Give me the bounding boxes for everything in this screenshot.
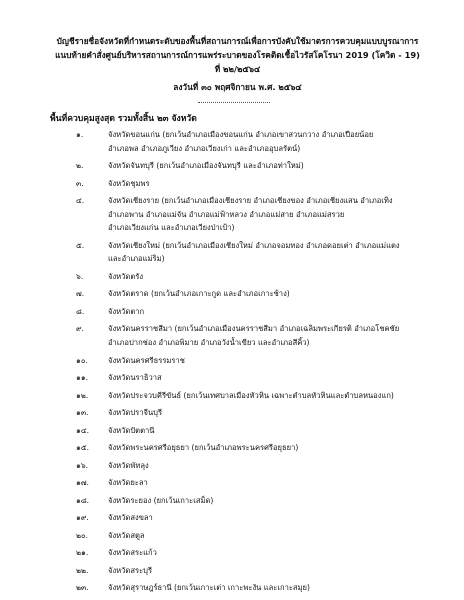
province-text xyxy=(108,287,444,301)
order-number: ที่ ๒๒/๒๕๖๔ xyxy=(214,64,261,74)
province-text-line: อำเภอพล อำเภอภูเวียง อำเภอเวียงเก่า และอำเภออุบลรัตน์) xyxy=(108,143,301,153)
province-text-line: จังหวัดตาก xyxy=(108,306,145,316)
province-text xyxy=(108,354,444,368)
province-number: ๒๑. xyxy=(76,548,89,557)
province-item xyxy=(0,581,464,595)
province-number: ๒. xyxy=(76,161,84,171)
province-text-line: จังหวัดนราธิวาส xyxy=(108,373,162,382)
province-text xyxy=(108,159,444,173)
document-title-line-2: แนบท้ายคำสั่งศูนย์บริหารสถานการณ์การแพร่ระบาดของโรคติดเชื้อไวรัสโคโรนา 2019 (โควิด - 19) xyxy=(55,50,420,60)
province-text-line: จังหวัดเชียงใหม่ (ยกเว้นอำเภอเมืองเชียงใหม่ อำเภอจอมทอง อำเภอดอยเต่า อำเภอแม่แตง xyxy=(108,240,400,250)
province-text xyxy=(108,494,444,508)
province-text xyxy=(108,476,444,490)
province-item xyxy=(0,305,464,319)
province-number: ๑๙. xyxy=(76,513,89,522)
province-item xyxy=(0,239,464,266)
province-item xyxy=(0,441,464,455)
province-item xyxy=(0,177,464,191)
province-item xyxy=(0,194,464,235)
province-item xyxy=(0,494,464,508)
province-number: ๙. xyxy=(76,324,84,334)
province-number: ๑๔. xyxy=(76,425,89,435)
province-text xyxy=(108,371,444,385)
province-item xyxy=(0,354,464,368)
province-text xyxy=(108,239,444,266)
province-text-line: จังหวัดจันทบุรี (ยกเว้นอำเภอเมืองจันทบุรี และอำเภอท่าใหม่) xyxy=(108,161,304,171)
province-number: ๒๒. xyxy=(76,565,89,575)
province-text xyxy=(108,581,444,595)
province-item xyxy=(0,564,464,578)
province-number: ๑๓. xyxy=(76,408,89,417)
province-number: ๑๕. xyxy=(76,443,89,452)
province-number: ๑๒. xyxy=(76,390,89,400)
province-item xyxy=(0,406,464,420)
province-item xyxy=(0,546,464,560)
province-text-line: อำเภอพาน อำเภอแม่จัน อำเภอแม่ฟ้าหลวง อำเภอแม่สาย อำเภอแม่สรวย xyxy=(108,209,345,219)
province-item xyxy=(0,159,464,173)
province-text-line: จังหวัดตรัง xyxy=(108,271,144,281)
province-number: ๗. xyxy=(76,289,85,299)
province-number: ๑๗. xyxy=(76,478,89,487)
province-item xyxy=(0,322,464,349)
province-item xyxy=(0,459,464,473)
province-text-line: จังหวัดสตูล xyxy=(108,530,145,540)
province-number: ๑๖. xyxy=(76,460,89,470)
province-number: ๑๑. xyxy=(76,373,89,382)
province-text-line: จังหวัดระยอง (ยกเว้นเกาะเสม็ด) xyxy=(108,495,214,505)
province-text-line: จังหวัดปัตตานี xyxy=(108,425,155,435)
province-item xyxy=(0,476,464,490)
province-text-line: จังหวัดสุราษฎร์ธานี (ยกเว้นเกาะเต่า เกาะพะงัน และเกาะสมุย) xyxy=(108,583,310,592)
province-text-line: จังหวัดนครศรีธรรมราช xyxy=(108,355,185,365)
province-number: ๖. xyxy=(76,271,84,281)
province-item xyxy=(0,529,464,543)
province-text-line: จังหวัดยะลา xyxy=(108,478,148,487)
province-text xyxy=(108,389,444,403)
province-text-line: อำเภอเวียงแก่น และอำเภอเวียงป่าเป้า) xyxy=(108,223,235,233)
province-text xyxy=(108,406,444,420)
province-item xyxy=(0,128,464,155)
province-item xyxy=(0,270,464,284)
province-item xyxy=(0,371,464,385)
province-text-line: จังหวัดประจวบคีรีขันธ์ (ยกเว้นเทศบาลเมืองหัวหิน เฉพาะตำบลหัวหินและตำบลหนองแก) xyxy=(108,390,394,400)
province-text-line: จังหวัดพระนครศรีอยุธยา (ยกเว้นอำเภอพระนครศรีอยุธยา) xyxy=(108,443,299,452)
province-text-line: จังหวัดสระบุรี xyxy=(108,565,153,575)
province-text-line: จังหวัดนครราชสีมา (ยกเว้นอำเภอเมืองนครราชสีมา อำเภอเฉลิมพระเกียรติ อำเภอโชคชัย xyxy=(108,324,400,334)
province-text xyxy=(108,128,444,155)
province-number: ๒๓. xyxy=(76,583,89,592)
province-text xyxy=(108,424,444,438)
province-item xyxy=(0,389,464,403)
area-title: พื้นที่ควบคุมสูงสุด รวมทั้งสิ้น ๒๓ จังหวัด xyxy=(50,114,197,124)
province-item xyxy=(0,424,464,438)
order-date: ลงวันที่ ๓๐ พฤศจิกายน พ.ศ. ๒๕๖๔ xyxy=(173,82,302,92)
province-number: ๑. xyxy=(76,130,84,139)
province-number: ๕. xyxy=(76,240,85,250)
province-number: ๔. xyxy=(76,196,85,206)
province-number: ๑๐. xyxy=(76,355,88,365)
province-text xyxy=(108,194,444,235)
province-text-line: และอำเภอแม่ริม) xyxy=(108,254,165,264)
province-text-line: จังหวัดขอนแก่น (ยกเว้นอำเภอเมืองขอนแก่น อำเภอเขาสวนกวาง อำเภอเปือยน้อย xyxy=(108,130,374,139)
province-text xyxy=(108,305,444,319)
province-text-line: จังหวัดเชียงราย (ยกเว้นอำเภอเมืองเชียงราย อำเภอเชียงของ อำเภอเชียงแสน อำเภอเทิง xyxy=(108,196,393,206)
province-text xyxy=(108,322,444,349)
province-number: ๒๐. xyxy=(76,530,89,540)
province-text xyxy=(108,270,444,284)
province-number: ๘. xyxy=(76,306,85,316)
province-text xyxy=(108,441,444,455)
province-text-line: จังหวัดชุมพร xyxy=(108,178,150,188)
province-text-line: อำเภอปากช่อง อำเภอพิมาย อำเภอวังน้ำเขียว และอำเภอสีคิ้ว) xyxy=(108,337,310,347)
divider xyxy=(198,102,270,103)
province-text xyxy=(108,177,444,191)
province-item xyxy=(0,511,464,525)
province-text xyxy=(108,564,444,578)
province-text-line: จังหวัดตราด (ยกเว้นอำเภอเกาะกูด และอำเภอเกาะช้าง) xyxy=(108,289,290,299)
province-text-line: จังหวัดสงขลา xyxy=(108,513,153,522)
province-text xyxy=(108,546,444,560)
province-text-line: จังหวัดสระแก้ว xyxy=(108,548,157,557)
province-number: ๑๘. xyxy=(76,495,90,505)
province-text xyxy=(108,511,444,525)
province-number: ๓. xyxy=(76,178,84,188)
province-text xyxy=(108,529,444,543)
province-text-line: จังหวัดพัทลุง xyxy=(108,460,149,470)
document-title-line-1: บัญชีรายชื่อจังหวัดที่กำหนดระดับของพื้นที่สถานการณ์เพื่อการบังคับใช้มาตรการควบคุมแบบบูรณาการ xyxy=(56,36,419,46)
province-text-line: จังหวัดปราจีนบุรี xyxy=(108,408,163,417)
province-item xyxy=(0,287,464,301)
province-text xyxy=(108,459,444,473)
